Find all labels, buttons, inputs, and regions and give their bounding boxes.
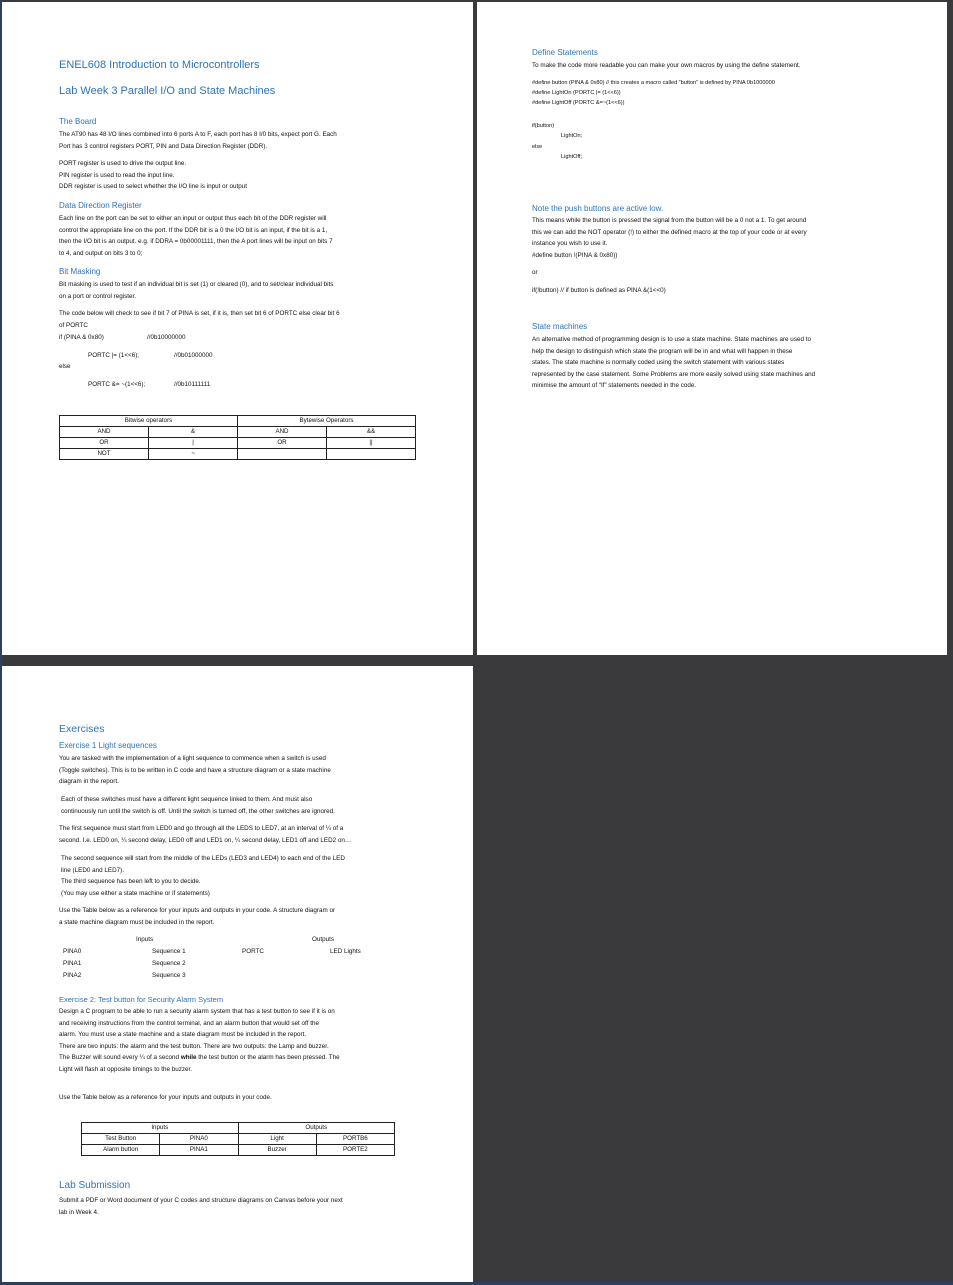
table-row: OR | OR || [60,438,416,449]
pin-label: PINA1 [63,960,82,967]
table-row: Alarm button PINA1 Buzzer PORTE2 [82,1145,395,1156]
table-row: Test Button PINA0 Light PORTB6 [82,1134,395,1145]
state-machines-paragraph: An alternative method of programming design is to use a state machine. State machines are used to help the design to distinguish which state the program will be in and what will happen in these states. The state machine is normally coded using the switch statement with various states represented by the case statement. Some Problems are more easily solved using state machines and minimise the amount of “If” statements needed in the code. [532,336,816,389]
board-paragraph: The AT90 has 48 I/O lines combined into 6 ports A to F, each port has 8 I/0 bits, expect port G. Each Port has 3 control registers PORT, PIN and Data Direction Register (DDR). [59,131,337,150]
section-heading-ddr: Data Direction Register [59,201,142,210]
table-row: NOT ~ [60,449,416,460]
document-title: ENEL608 Introduction to Microcontrollers [59,59,260,71]
note-paragraph: This means while the button is pressed the signal from the button will be a 0 not a 1. To get around this we can add the NOT operator (!) to either the defined macro at the top of your code or at every instance you wish to use it. #define button !(PINA & 0x80)) [532,217,807,259]
exercise-1-paragraph-3: The first sequence must start from LED0 and go through all the LEDS to LED7, at an interval of ¼ of a second. I.e. LED0 on, ¼ second delay, LED0 off and LED1 on, ¼ second delay, LED1 off and LED2 on… [59,825,352,844]
section-heading-define: Define Statements [532,48,598,57]
outputs-label: Outputs [312,936,335,943]
table-row: AND & AND && [60,427,416,438]
define-macro-button: #define button (PINA & 0x80) // this creates a macro called “button” is defined by PINA 0b1000000 [532,80,775,86]
operators-table [59,415,416,460]
outputs-header: Outputs [238,1123,395,1134]
pin-label: PINA0 [63,948,82,955]
inputs-label: Inputs [136,936,154,943]
bit-masking-paragraph: Bit masking is used to test if an individual bit is set (1) or cleared (0), and to set/clear individual bits on a port or control register. [59,281,334,300]
bit-masking-example-intro: The code below will check to see if bit 7 of PINA is set, if it is, then set bit 6 of PORTC else clear bit 6 of PORTC [59,310,340,329]
section-heading-board: The Board [59,117,97,126]
exercise-1-paragraph-1: You are tasked with the implementation of a light sequence to commence when a switch is used (Toggle switches). This is to be written in C code and have a structure diagram or a state machine diagram in the report. [59,755,331,785]
led-lights-label: LED Lights [330,948,361,955]
code-lightoff: LightOff; [561,154,583,160]
code-lighton: LightOn; [561,133,583,139]
sequence-label: Sequence 1 [152,948,186,955]
define-macro-lighton: #define LightOn (PORTC |= (1<<6)) [532,90,621,96]
inputs-header: Inputs [82,1123,239,1134]
lab-submission-heading: Lab Submission [59,1180,131,1191]
code-else-line: else [59,363,71,370]
exercise-2-io-table [81,1122,395,1156]
code-if-comment: //0b10000000 [147,334,186,341]
exercise-2-table-reference: Use the Table below as a reference for your inputs and outputs in your code. [59,1094,272,1101]
section-heading-note: Note the push buttons are active low. [532,204,664,213]
code-else: else [532,144,543,150]
code-if-button: if(button) [532,123,555,129]
note-or: or [532,269,538,276]
define-intro: To make the code more readable you can make your own macros by using the define statement. [532,62,801,69]
section-heading-state-machines: State machines [532,322,588,331]
exercise-1-heading: Exercise 1 Light sequences [59,741,157,750]
sequence-label: Sequence 2 [152,960,186,967]
code-clear-line: PORTC &= ~(1<<6); [88,381,146,388]
register-list: PORT register is used to drive the output line. PIN register is used to read the input line. DDR register is used to select whether the I/O line is input or output [59,160,247,190]
note-alt-code: if(!button) // if button is defined as PINA &(1<<0) [532,287,666,294]
bytewise-header: Bytewise Operators [238,416,416,427]
exercise-2-paragraph: Design a C program to be able to run a security alarm system that has a test button to see if it is on and receiving instructions from the control terminal, and an alarm button that would set off the alarm. You must use a state machine and a state diagram must be included in the report. There are two inputs: the alarm and the test button. There are two outputs: the Lamp and buzzer. The Buzzer will sound every ¼ of a second while the test button or the alarm has been pressed. The Light will flash at opposite timings to the buzzer. [59,1008,340,1073]
pin-label: PINA2 [63,972,82,979]
exercises-heading: Exercises [59,723,105,735]
section-heading-bit-masking: Bit Masking [59,267,101,276]
code-set-line: PORTC |= (1<<6); [88,352,140,359]
exercise-1-paragraph-2: Each of these switches must have a different light sequence linked to them. And must also continuously run until the switch is off. Until the switch is turned off, the other switches are ignored. [61,796,335,815]
document-page-2 [477,2,947,655]
ddr-paragraph: Each line on the port can be set to either an input or output thus each bit of the DDR register will control the appropriate line on the port. If the DDR bit is a 0 the I/O bit is an input, if the bit is a 1, then the I/O bit is an output. e.g. if DDRA = 0b00001111, then the A port lines will be input on bits 7 to 4, and output on bits 3 to 0; [59,215,333,257]
document-page-3 [2,666,473,1282]
document-subtitle: Lab Week 3 Parallel I/O and State Machines [59,85,276,97]
document-page-1 [2,2,473,655]
port-label: PORTC [242,948,264,955]
exercise-1-paragraph-4: The second sequence will start from the middle of the LEDs (LED3 and LED4) to each end of the LED line (LED0 and LED7). The third sequence has been left to you to decide. (You may use either a state machine or if statements) [61,855,345,897]
code-set-comment: //0b01000000 [174,352,213,359]
define-macro-lightoff: #define LightOff (PORTC &=~(1<<6)) [532,100,625,106]
bitwise-header: Bitwise operators [60,416,238,427]
code-if-line: if (PINA & 0x80) [59,334,104,341]
exercise-1-paragraph-5: Use the Table below as a reference for your inputs and outputs in your code. A structure diagram or a state machine diagram must be included in the report. [59,907,336,926]
code-clear-comment: //0b10111111 [174,381,211,388]
exercise-2-heading: Exercise 2: Test button for Security Alarm System [59,995,224,1004]
sequence-label: Sequence 3 [152,972,186,979]
lab-submission-paragraph: Submit a PDF or Word document of your C codes and structure diagrams on Canvas before your next lab in Week 4. [59,1197,343,1216]
